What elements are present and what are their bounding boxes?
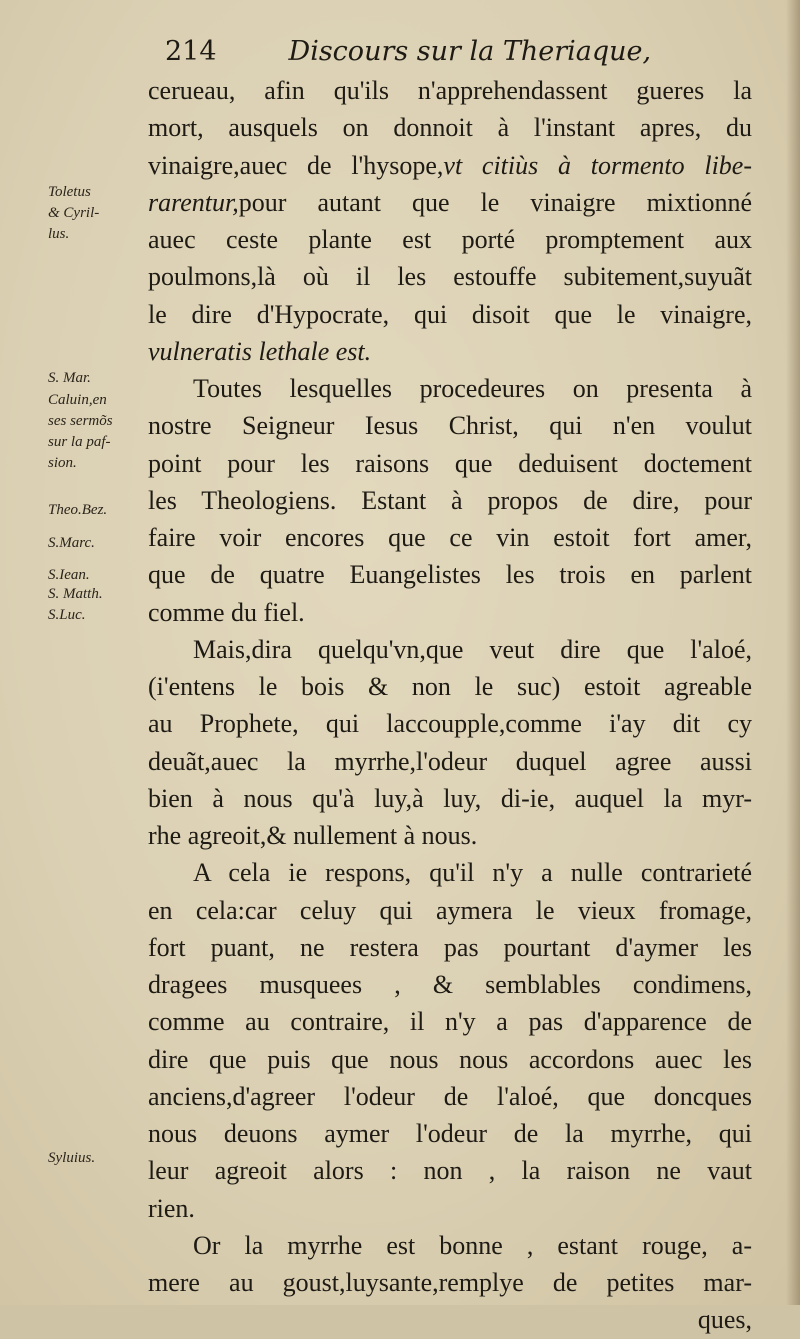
text-line (148, 333, 752, 370)
text-line: dragees musquees , & semblables condimens, (148, 970, 752, 999)
margin-note (48, 584, 103, 626)
text-line: rhe agreoit,& nullement à nous. (148, 821, 478, 850)
text-line: le dire d'Hypocrate, qui disoit que le vinaigre, (148, 299, 752, 329)
text-line: leur agreoit alors : non , la raison ne vaut (148, 1156, 752, 1186)
margin-note-line: Theo.Bez. (48, 502, 108, 518)
text-line: comme au contraire, il n'y a pas d'apparence de (148, 1007, 752, 1037)
text-line: Toutes lesquelles procedeures on presenta à (193, 374, 752, 403)
text-line: mere au goust,luysante,remplye de petites mar- (148, 1268, 752, 1297)
margin-note-line: Syluius. (48, 1150, 96, 1166)
italic-text: vulneratis lethale est. (148, 336, 372, 366)
text-line: ques, (697, 1305, 752, 1335)
margin-note-line: S. Mar. (48, 370, 91, 386)
margin-note-line: ses sermõs (48, 413, 113, 429)
margin-note (48, 368, 91, 389)
text-line: Or la myrrhe est bonne , estant rouge, a- (193, 1230, 752, 1260)
margin-note-line: S.Iean. (48, 567, 90, 583)
text-line: poulmons,là où il les estouffe subitement,suyuãt (148, 262, 752, 292)
text-line: auec ceste plante est porté promptement aux (148, 225, 752, 254)
margin-note (48, 1148, 95, 1169)
margin-note-line: Caluin,en (48, 392, 107, 408)
margin-note (48, 533, 95, 554)
text-line (148, 184, 752, 221)
margin-note-line: S.Luc. (48, 607, 86, 623)
text-line: point pour les raisons que deduisent doctement (148, 448, 752, 478)
text-line: cerueau, afin qu'ils n'apprehendassent gueres la (148, 76, 752, 105)
margin-note-line: & Cyril- (48, 205, 100, 221)
margin-note-line: lus. (48, 226, 70, 242)
main-text-block (148, 72, 752, 1339)
running-header (165, 36, 725, 68)
margin-note-line: Toletus (48, 184, 91, 200)
text-line: nous deuons aymer l'odeur de la myrrhe, qui (148, 1119, 752, 1148)
italic-text: vt citiùs à tormento libe- (443, 150, 752, 180)
text-line (148, 147, 752, 184)
text-line: mort, ausquels on donnoit à l'instant apres, du (148, 113, 752, 143)
page-edge-shadow (786, 0, 800, 1305)
text-line: anciens,d'agreer l'odeur de l'aloé, que doncques (148, 1081, 752, 1111)
text-line: nostre Seigneur Iesus Christ, qui n'en voulut (148, 411, 752, 441)
text-line: rien. (148, 1193, 195, 1223)
margin-note-line: S. Matth. (48, 586, 103, 602)
text-line: (i'entens le bois & non le suc) estoit agreable (148, 672, 752, 701)
text-line: faire voir encores que ce vin estoit fort amer, (148, 523, 752, 552)
margin-note (48, 565, 90, 586)
margin-note (48, 500, 107, 521)
text-line: en cela:car celuy qui aymera le vieux fromage, (148, 895, 752, 925)
page-number: 214 (165, 36, 217, 67)
text-line: A cela ie respons, qu'il n'y a nulle contrarieté (193, 858, 752, 888)
margin-note (48, 182, 99, 245)
running-title: Discours sur la Theriaque, (288, 36, 652, 67)
text-line: que de quatre Euangelistes les trois en parlent (148, 560, 752, 590)
text-line: bien à nous qu'à luy,à luy, di-ie, auquel la myr- (148, 783, 752, 813)
italic-text: rarentur, (148, 187, 239, 217)
text-line: fort puant, ne restera pas pourtant d'aymer les (148, 932, 752, 962)
margin-note-line: sion. (48, 455, 77, 471)
margin-note (48, 390, 113, 474)
text-line: deuãt,auec la myrrhe,l'odeur duquel agree aussi (148, 746, 752, 776)
text-line: les Theologiens. Estant à propos de dire, pour (148, 485, 752, 515)
margin-note-line: sur la paf- (48, 434, 111, 450)
text-line: au Prophete, qui laccoupple,comme i'ay dit cy (148, 709, 752, 739)
text-segment: vinaigre,auec de l'hysope, (148, 150, 444, 180)
text-line: dire que puis que nous nous accordons auec les (148, 1044, 752, 1074)
text-line: comme du fiel. (148, 597, 305, 627)
text-segment: pour autant que le vinaigre mixtionné (238, 187, 752, 217)
text-line: Mais,dira quelqu'vn,que veut dire que l'aloé, (193, 634, 752, 664)
margin-note-line: S.Marc. (48, 535, 95, 551)
